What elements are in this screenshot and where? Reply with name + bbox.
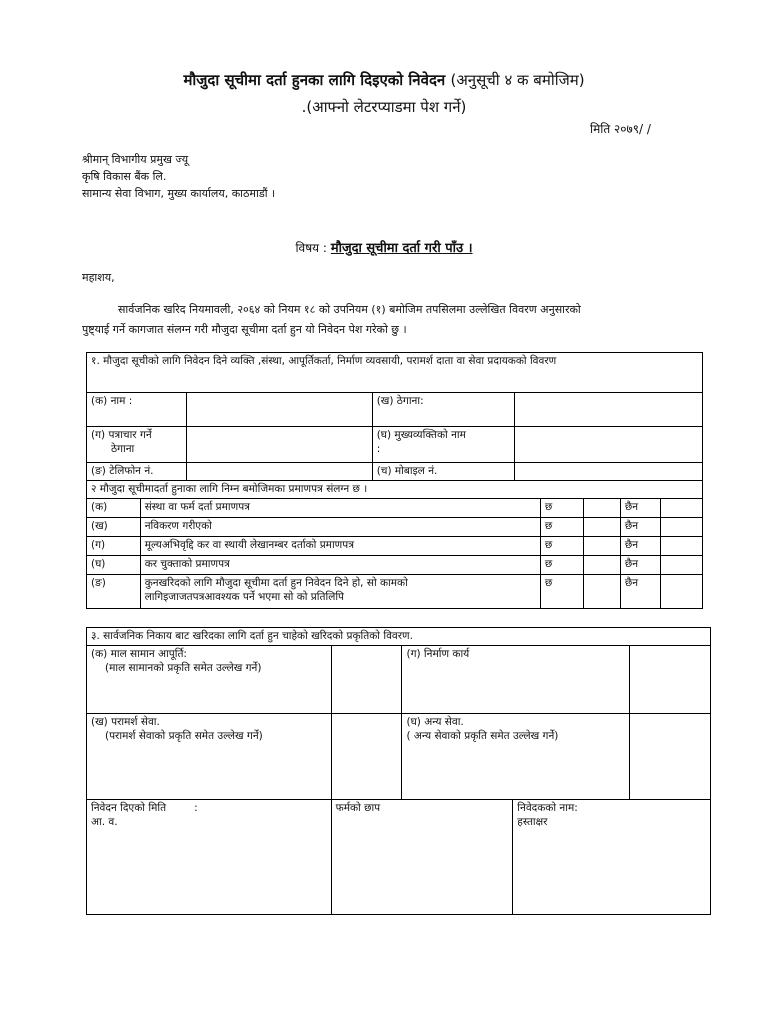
- construction-label: (ग) निर्माण कार्य: [402, 646, 630, 714]
- no-checkbox[interactable]: [661, 537, 703, 556]
- mobile-label: (च) मोबाइल नं.: [372, 463, 514, 481]
- section2-heading: २ मौजुदा सूचीमादर्ता हुनाका लागि निम्न बमोजिमका प्रमाणपत्र संलग्न छ ।: [87, 481, 703, 499]
- yes-checkbox[interactable]: [584, 518, 620, 537]
- salutation: महाशय,: [82, 271, 115, 284]
- applicant-signature-cell[interactable]: निवेदकको नाम: हस्ताक्षर: [513, 800, 711, 915]
- section1-heading: १. मौजुदा सूचीको लागि निवेदन दिने व्यक्ति ,संस्था, आपूर्तिकर्ता, निर्माण व्यवसायी, परामर्श दाता वा सेवा प्रदायकको विवरण: [87, 353, 703, 393]
- other-services-field[interactable]: [630, 714, 711, 800]
- applicant-details-table: [86, 352, 703, 609]
- phone-label: (ङ) टेलिफोन नं.: [87, 463, 187, 481]
- no-checkbox[interactable]: [661, 518, 703, 537]
- section3-heading: ३. सार्वजनिक निकाय बाट खरिदका लागि दर्ता हुन चाहेको खरिदको प्रकृतिको विवरण.: [87, 628, 711, 646]
- body-line: पुष्ट्याई गर्ने कागजात संलग्न गरी मौजुदा सूचीमा दर्ता हुन यो निवेदन पेश गरेको छु ।: [82, 323, 407, 336]
- consulting-label: (ख) परामर्श सेवा. (परामर्श सेवाको प्रकृति समेत उल्लेख गर्ने): [87, 714, 332, 800]
- consulting-field[interactable]: [331, 714, 402, 800]
- other-services-label: (घ) अन्य सेवा. ( अन्य सेवाको प्रकृति समेत उल्लेख गर्ने): [402, 714, 630, 800]
- construction-field[interactable]: [630, 646, 711, 714]
- address-label: (ख) ठेगाना:: [372, 393, 514, 427]
- addressee-line: श्रीमान् विभागीय प्रमुख ज्यू: [82, 153, 189, 166]
- firm-stamp-cell[interactable]: फर्मको छाप: [331, 800, 513, 915]
- yes-checkbox[interactable]: [584, 575, 620, 609]
- goods-supply-label: (क) माल सामान आपूर्ति: (माल सामानको प्रकृति समेत उल्लेख गर्ने): [87, 646, 332, 714]
- postal-address-label: (ग) पत्राचार गर्ने ठेगाना: [87, 427, 187, 463]
- certificate-row: (क) संस्था वा फर्म दर्ता प्रमाणपत्र छ छैन: [87, 499, 703, 518]
- yes-checkbox[interactable]: [584, 537, 620, 556]
- body-line: सार्वजनिक खरिद नियमावली, २०६४ को नियम १८ को उपनियम (१) बमोजिम तपसिलमा उल्लेखित विवरण अनुसारको: [118, 303, 581, 316]
- no-checkbox[interactable]: [661, 499, 703, 518]
- subject-line: विषय : मौजुदा सूचीमा दर्ता गरी पाँउ ।: [295, 241, 473, 256]
- certificate-row: (ख) नविकरण गरीएको छ छैन: [87, 518, 703, 537]
- application-date-cell[interactable]: निवेदन दिएको मिति : आ. व.: [87, 800, 332, 915]
- certificate-row: (घ) कर चुक्ताको प्रमाणपत्र छ छैन: [87, 556, 703, 575]
- form-subtitle: .(आफ्नो लेटरप्याडमा पेश गर्ने): [301, 98, 467, 116]
- yes-checkbox[interactable]: [584, 499, 620, 518]
- certificate-row: (ग) मूल्यअभिवृद्दि कर वा स्थायी लेखानम्बर दर्ताको प्रमाणपत्र छ छैन: [87, 537, 703, 556]
- yes-checkbox[interactable]: [584, 556, 620, 575]
- phone-field[interactable]: [187, 463, 372, 481]
- addressee-line: कृषि विकास बैंक लि.: [82, 170, 167, 183]
- name-field[interactable]: [187, 393, 372, 427]
- no-checkbox[interactable]: [661, 575, 703, 609]
- goods-supply-field[interactable]: [331, 646, 402, 714]
- postal-address-field[interactable]: [187, 427, 372, 463]
- form-title: मौजुदा सूचीमा दर्ता हुनका लागि दिइएको निवेदन (अनुसूची ४ क बमोजिम): [183, 71, 585, 89]
- procurement-nature-table: [86, 627, 711, 915]
- chief-person-label: (घ) मुख्यव्यक्तिको नाम :: [372, 427, 514, 463]
- certificate-row: (ङ) कुनखरिदको लागि मौजुदा सूचीमा दर्ता हुन निवेदन दिने हो, सो कामको लागिइजाजतपत्रआवश्यक पर्ने भएमा सो को प्रतिलिपि छ छैन: [87, 575, 703, 609]
- mobile-field[interactable]: [514, 463, 702, 481]
- chief-person-field[interactable]: [514, 427, 702, 463]
- addressee-line: सामान्य सेवा विभाग, मुख्य कार्यालय, काठमाडौं ।: [82, 187, 276, 200]
- address-field[interactable]: [514, 393, 702, 427]
- name-label: (क) नाम :: [87, 393, 187, 427]
- date-line: मिति २०७९/ /: [590, 122, 651, 136]
- no-checkbox[interactable]: [661, 556, 703, 575]
